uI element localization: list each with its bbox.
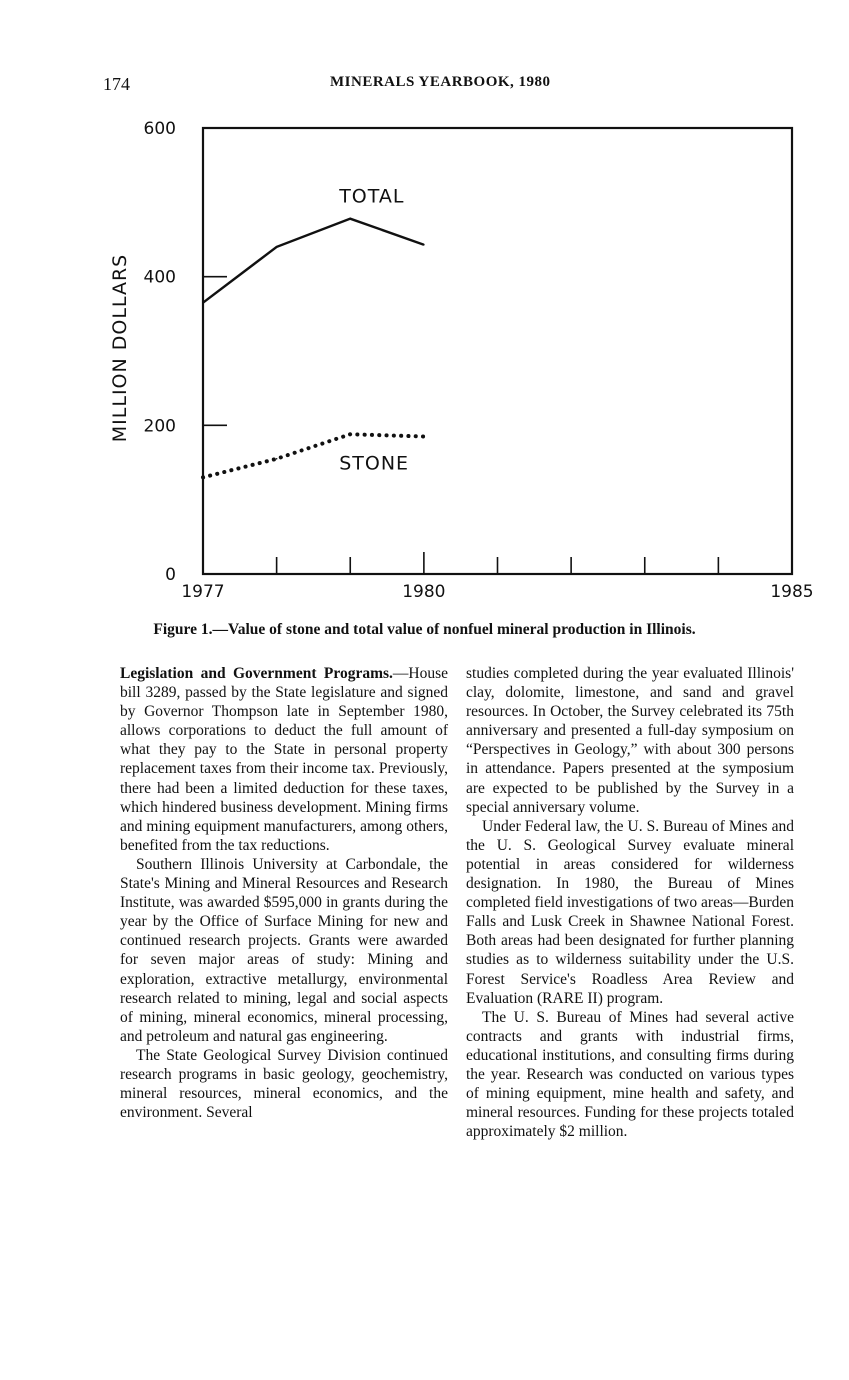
paragraph-bureau-contracts: The U. S. Bureau of Mines had several active contracts and grants with industrial firms, educational institutions, and consulting firms during the year. Research was conducted on various types of mining equipment, mine health and safety, and mineral resources. Funding for these projects totaled approximately $2 million. — [466, 1008, 794, 1141]
data-point-stone — [423, 436, 425, 438]
left-column — [120, 664, 448, 1122]
data-point-stone — [349, 433, 351, 435]
y-axis-title: MILLION DOLLARS — [109, 253, 131, 443]
y-tick-label: 400 — [143, 267, 176, 288]
data-point-stone — [202, 477, 204, 479]
series-line-total — [203, 219, 424, 303]
paragraph-federal-law: Under Federal law, the U. S. Bureau of Mines and the U. S. Geological Survey evaluate mineral potential in areas considered for wilderness designation. In 1980, the Bureau of Mines completed field investigations of two areas—Burden Falls and Lusk Creek in Shawnee National Forest. Both areas had been designated for further planning studies as to wilderness suitability under the U.S. Forest Service's Roadless Area Review and Evaluation (RARE II) program. — [466, 817, 794, 1007]
right-column — [466, 664, 794, 1141]
plot-frame — [203, 128, 792, 574]
running-head: MINERALS YEARBOOK, 1980 — [330, 74, 551, 90]
figure-caption: Figure 1.—Value of stone and total value of nonfuel mineral production in Illinois. — [153, 621, 696, 638]
data-point-stone — [276, 458, 278, 460]
paragraph-legislation — [120, 664, 448, 855]
x-tick-label: 1980 — [402, 582, 446, 602]
y-tick-label: 0 — [165, 565, 176, 585]
x-tick-label: 1985 — [770, 582, 814, 602]
data-point-total — [202, 302, 204, 304]
data-point-total — [349, 218, 351, 220]
paragraph-text: —House bill 3289, passed by the State legislature and signed by Governor Thompson late in September 1980, allows corporations to deduct the full amount of what they pay to the State in personal property replacement taxes from their income tax. Previously, there had been a limited deduction for these taxes, which hindered business development. Mining firms and mining equipment manufacturers, among others, benefited from the tax reductions. — [120, 665, 448, 854]
paragraph-siu: Southern Illinois University at Carbondale, the State's Mining and Mineral Resources and Research Institute, was awarded $595,000 in grants during the year by the Office of Surface Mining for new and continued research projects. Grants were awarded for seven major areas of study: Mining and exploration, extractive metallurgy, environmental research related to mining, legal and social aspects of mining, mineral economics, mineral processing, and petroleum and natural gas engineering. — [120, 855, 448, 1045]
paragraph-studies: studies completed during the year evaluated Illinois' clay, dolomite, limestone, and sand and gravel resources. In October, the Survey celebrated its 75th anniversary and presented a full-day symposium on “Perspectives in Geology,” with about 300 persons in attendance. Papers presented at the symposium are expected to be published by the Survey in a special anniversary volume. — [466, 665, 794, 816]
figure-1-chart — [0, 100, 849, 620]
data-point-total — [276, 246, 278, 248]
data-point-total — [423, 244, 425, 246]
series-label-stone: STONE — [339, 452, 410, 475]
series-label-total: TOTAL — [339, 185, 405, 208]
x-tick-label: 1977 — [181, 582, 225, 602]
page-number: 174 — [103, 74, 130, 94]
y-tick-label: 200 — [143, 416, 176, 437]
paragraph-geological-survey: The State Geological Survey Division continued research programs in basic geology, geochemistry, mineral resources, mineral economics, and the environment. Several — [120, 1046, 448, 1122]
run-in-heading: Legislation and Government Programs. — [120, 665, 393, 682]
y-tick-label: 600 — [143, 119, 176, 139]
